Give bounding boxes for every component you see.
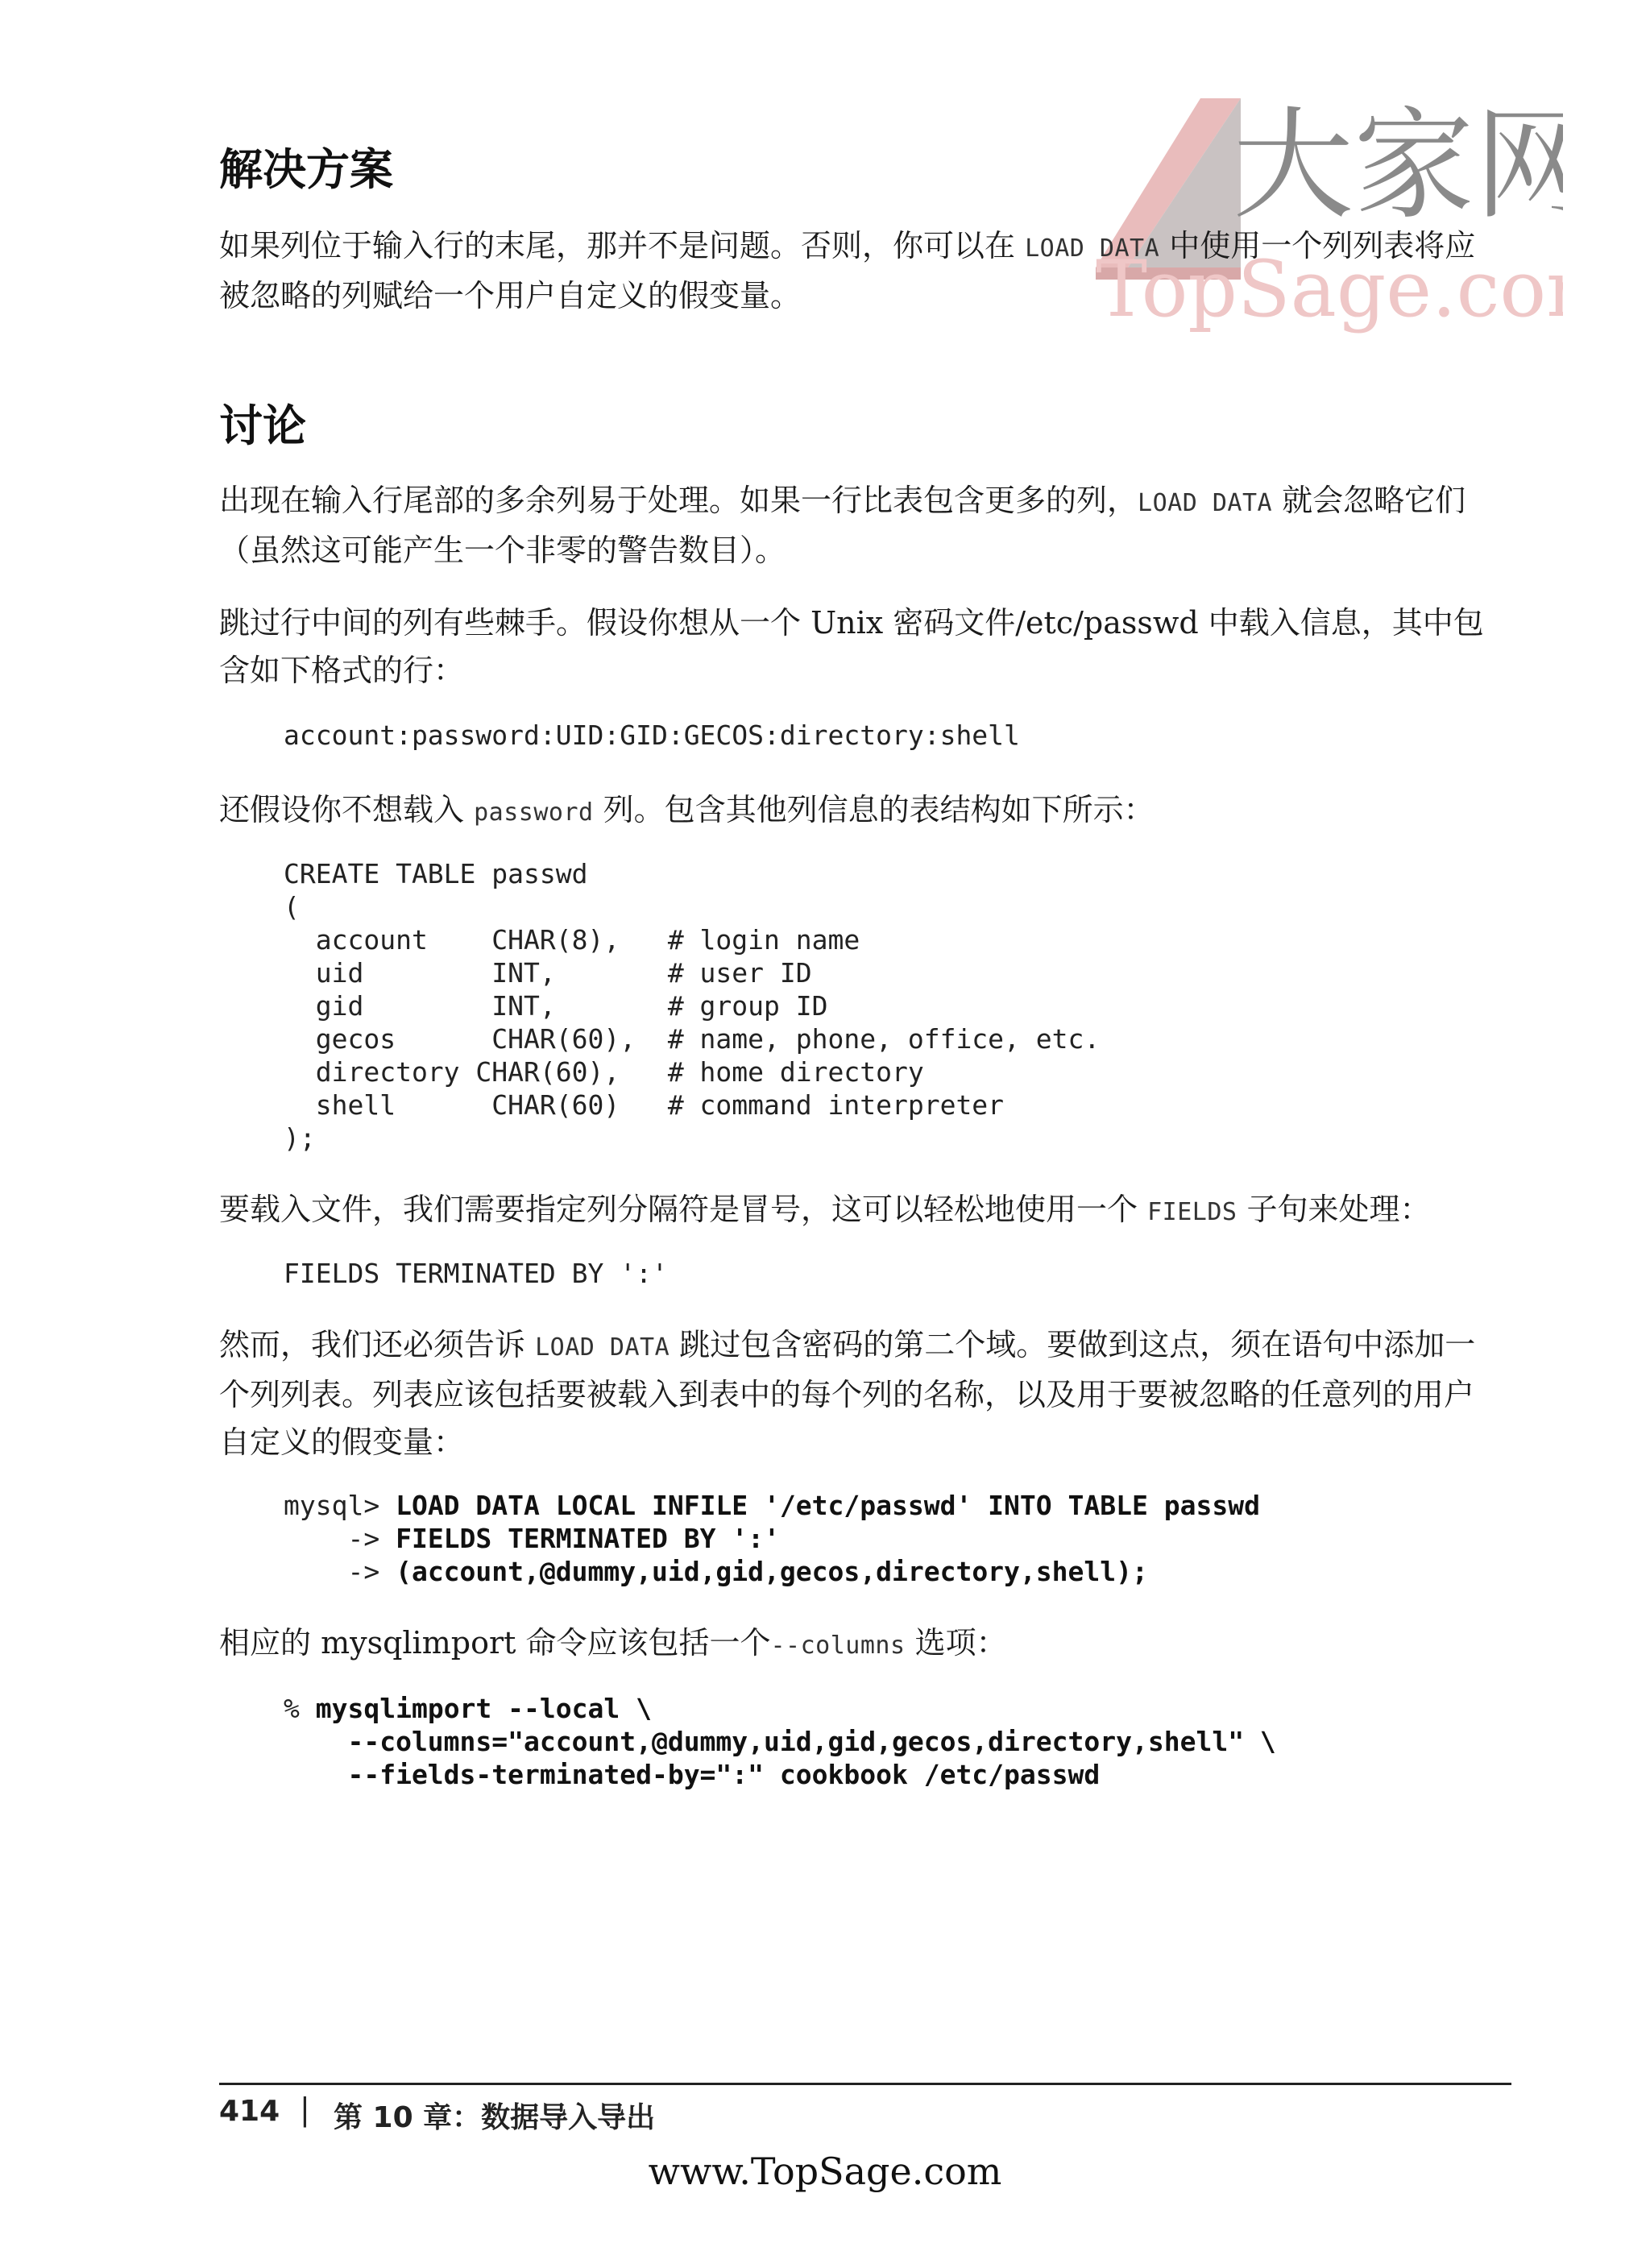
code-block-load-data: mysql> LOAD DATA LOCAL INFILE '/etc/passwd' INTO TABLE passwd -> FIELDS TERMINATED BY ':' -> (account,@dummy,uid,gid,gecos,directory,shell); <box>284 1490 1260 1587</box>
inline-code: password <box>474 798 594 827</box>
inline-code: FIELDS <box>1147 1198 1238 1226</box>
page-number: 414 <box>219 2095 280 2128</box>
discussion-paragraph-2: 跳过行中间的列有些棘手。假设你想从一个 Unix 密码文件/etc/passwd 中载入信息，其中包含如下格式的行： <box>219 605 1484 688</box>
discussion-paragraph-1: 出现在输入行尾部的多余列易于处理。如果一行比表包含更多的列，LOAD DATA 就会忽略它们（虽然这可能产生一个非零的警告数目）。 <box>219 483 1466 568</box>
inline-code: --columns <box>770 1632 906 1660</box>
inline-code: LOAD DATA <box>535 1333 670 1362</box>
inline-code: LOAD DATA <box>1138 489 1273 517</box>
code-block-passwd-format: account:password:UID:GID:GECOS:directory:shell <box>284 719 1020 751</box>
chapter-title: 第 10 章：数据导入导出 <box>334 2101 656 2134</box>
discussion-paragraph-4: 要载入文件，我们需要指定列分隔符是冒号，这可以轻松地使用一个 FIELDS 子句来处理： <box>219 1192 1431 1227</box>
inline-code: LOAD DATA <box>1025 234 1160 263</box>
site-url: www.TopSage.com <box>648 2150 1002 2193</box>
watermark-en-text: TopSage.co <box>1096 244 1547 334</box>
discussion-heading: 讨论 <box>219 400 306 451</box>
discussion-paragraph-6: 相应的 mysqlimport 命令应该包括一个--columns 选项： <box>219 1625 1007 1661</box>
discussion-paragraph-3: 还假设你不想载入 password 列。包含其他列信息的表结构如下所示： <box>219 792 1155 827</box>
solution-paragraph: 如果列位于输入行的末尾，那并不是问题。否则，你可以在 LOAD DATA 中使用一个列列表将应被忽略的列赋给一个用户自定义的假变量。 <box>219 228 1476 313</box>
footer-rule <box>219 2083 1511 2085</box>
code-block-mysqlimport: % mysqlimport --local \ --columns="account,@dummy,uid,gid,gecos,directory,shell" \ --fields-terminated-by=":" cookbook /etc/passwd <box>284 1693 1276 1790</box>
footer-separator: | <box>300 2092 310 2127</box>
solution-heading: 解决方案 <box>219 144 393 195</box>
watermark-cn-text: 大家网 <box>1233 96 1563 236</box>
code-block-fields-clause: FIELDS TERMINATED BY ':' <box>284 1258 668 1289</box>
discussion-paragraph-5: 然而，我们还必须告诉 LOAD DATA 跳过包含密码的第二个域。要做到这点，须在语句中添加一个列列表。列表应该包括要被载入到表中的每个列的名称，以及用于要被忽略的任意列的用户自定义的假变量： <box>219 1327 1476 1460</box>
code-block-create-table: CREATE TABLE passwd ( account CHAR(8), # login name uid INT, # user ID gid INT, # group ID gecos CHAR(60), # name, phone, office, etc. directory CHAR(60), # home directory shell CHAR(60) # command interpreter ); <box>284 858 1101 1154</box>
